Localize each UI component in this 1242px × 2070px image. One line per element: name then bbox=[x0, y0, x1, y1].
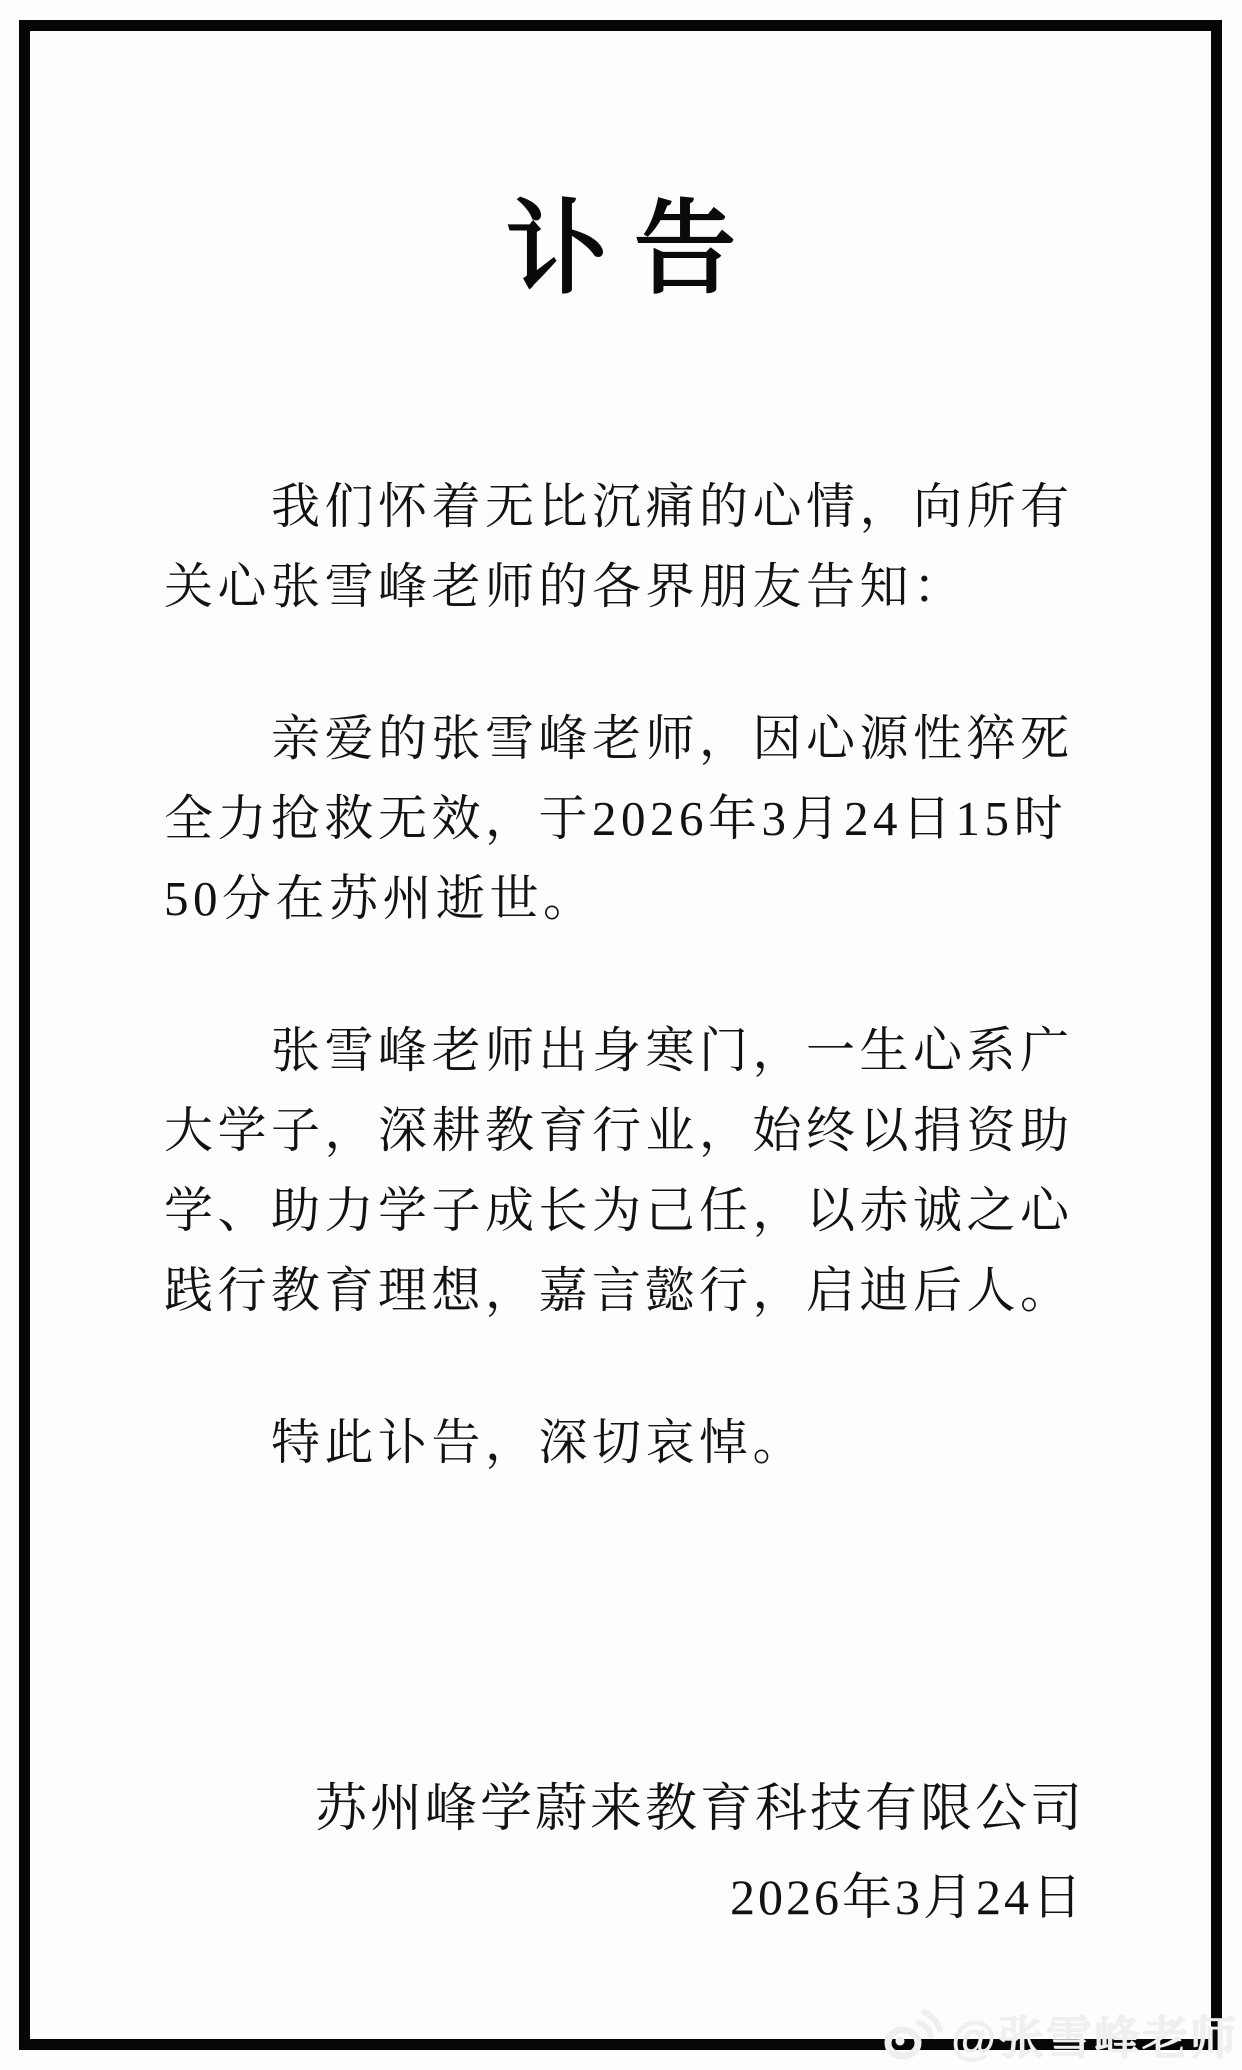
weibo-watermark bbox=[881, 2002, 1238, 2068]
notice-paragraph bbox=[164, 1011, 1088, 1331]
notice-line: 张雪峰老师出身寒门，一生心系广 bbox=[271, 1023, 1074, 1078]
notice-line: 我们怀着无比沉痛的心情，向所有 bbox=[271, 479, 1074, 534]
signature-date: 2026年3月24日 bbox=[730, 1869, 1085, 1925]
watermark-handle: @张雪峰老师 bbox=[951, 2012, 1238, 2064]
notice-title: 讣告 bbox=[506, 192, 762, 306]
weibo-icon bbox=[881, 2008, 943, 2062]
notice-line: 关心张雪峰老师的各界朋友告知： bbox=[164, 559, 967, 614]
signature-company: 苏州峰学蔚来教育科技有限公司 bbox=[314, 1781, 1085, 1838]
notice-line: 大学子，深耕教育行业，始终以捐资助 bbox=[164, 1103, 1074, 1158]
signature-block bbox=[315, 1770, 1085, 1937]
notice-paragraph bbox=[164, 699, 1088, 939]
notice-line: 50分在苏州逝世。 bbox=[164, 871, 597, 926]
notice-line: 全力抢救无效，于2026年3月24日15时 bbox=[164, 791, 1068, 846]
notice-line: 践行教育理想，嘉言懿行，启迪后人。 bbox=[164, 1263, 1074, 1318]
notice-line: 学、助力学子成长为己任，以赤诚之心 bbox=[164, 1183, 1074, 1238]
notice-line: 亲爱的张雪峰老师，因心源性猝死 bbox=[271, 711, 1074, 766]
notice-line: 特此讣告，深切哀悼。 bbox=[271, 1415, 807, 1470]
notice-paragraph bbox=[164, 467, 1088, 627]
notice-body bbox=[164, 467, 1088, 1555]
notice-paragraph bbox=[164, 1403, 1088, 1483]
